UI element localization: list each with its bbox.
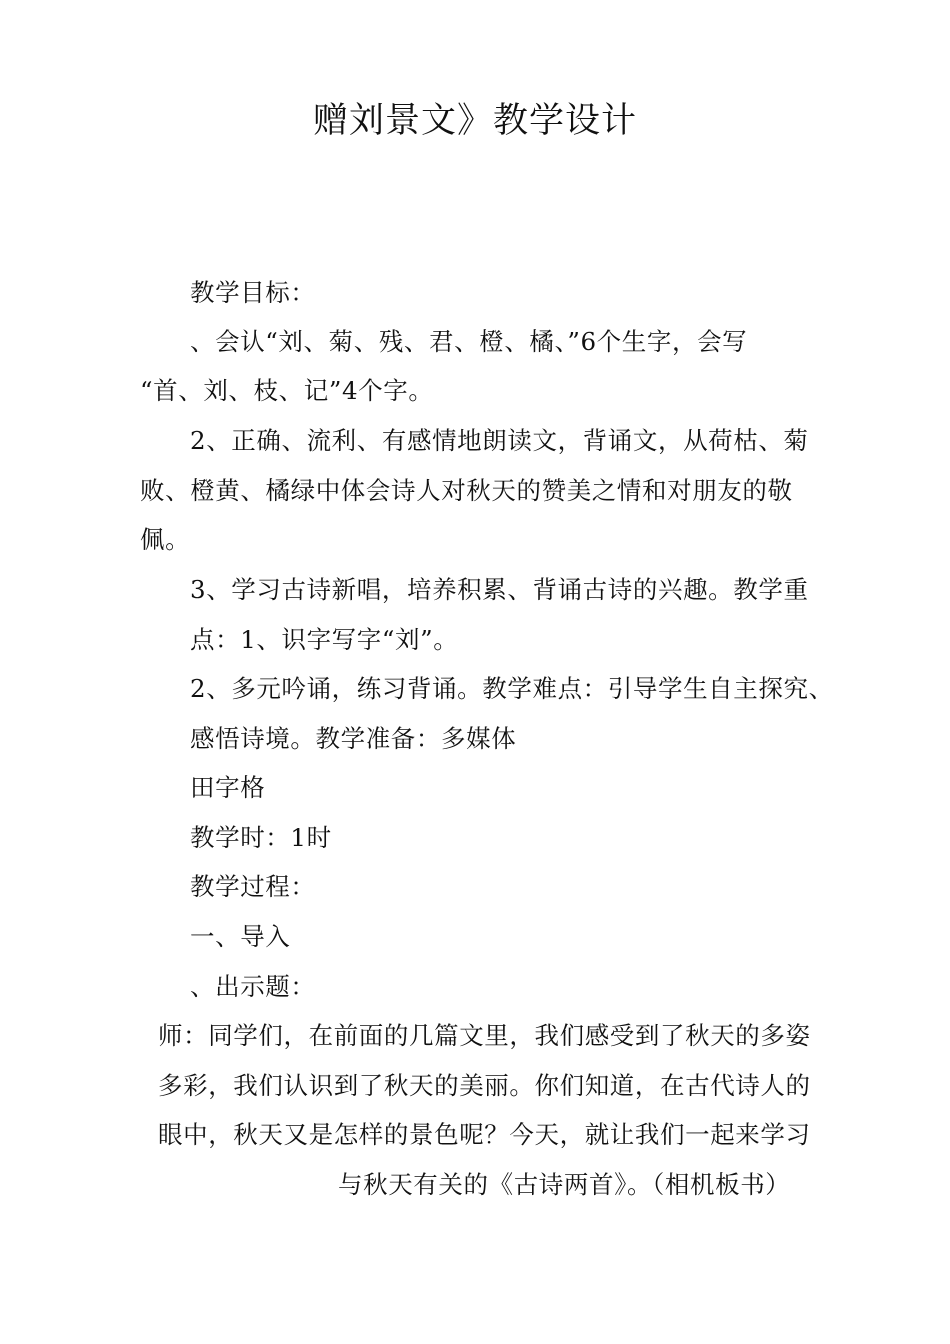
paragraph-line: 2、多元吟诵，练习背诵。教学难点：引导学生自主探究、 xyxy=(190,674,834,703)
document-title: 赠刘景文》教学设计 xyxy=(312,101,637,141)
paragraph-line: 与秋天有关的《古诗两首》。（相机板书） xyxy=(338,1170,791,1199)
paragraph-line: 师：同学们，在前面的几篇文里，我们感受到了秋天的多姿 xyxy=(158,1021,811,1050)
heading-teaching-goals: 教学目标： xyxy=(190,278,316,307)
paragraph-line: 点：1、识字写字“刘”。 xyxy=(190,625,459,654)
paragraph-line: 败、橙黄、橘绿中体会诗人对秋天的赞美之情和对朋友的敬 xyxy=(140,476,793,505)
paragraph-line: 2、正确、流利、有感情地朗读文，背诵文，从荷枯、菊 xyxy=(190,426,809,455)
paragraph-line: 田字格 xyxy=(190,773,266,802)
paragraph-line: 眼中，秋天又是怎样的景色呢？今天，就让我们一起来学习 xyxy=(158,1120,811,1149)
paragraph-line: 教学时：1时 xyxy=(190,823,332,852)
paragraph-line: 3、学习古诗新唱，培养积累、背诵古诗的兴趣。教学重 xyxy=(190,575,809,604)
paragraph-line: 、会认“刘、菊、残、君、橙、橘、”6个生字，会写 xyxy=(190,327,748,356)
section-heading: 一、导入 xyxy=(190,922,291,951)
paragraph-line: “首、刘、枝、记”4个字。 xyxy=(140,376,434,405)
paragraph-line: 感悟诗境。教学准备：多媒体 xyxy=(190,724,517,753)
paragraph-line: 多彩，我们认识到了秋天的美丽。你们知道，在古代诗人的 xyxy=(158,1071,811,1100)
subsection-heading: 、出示题： xyxy=(190,972,316,1001)
heading-teaching-process: 教学过程： xyxy=(190,872,316,901)
paragraph-line: 佩。 xyxy=(140,525,191,554)
